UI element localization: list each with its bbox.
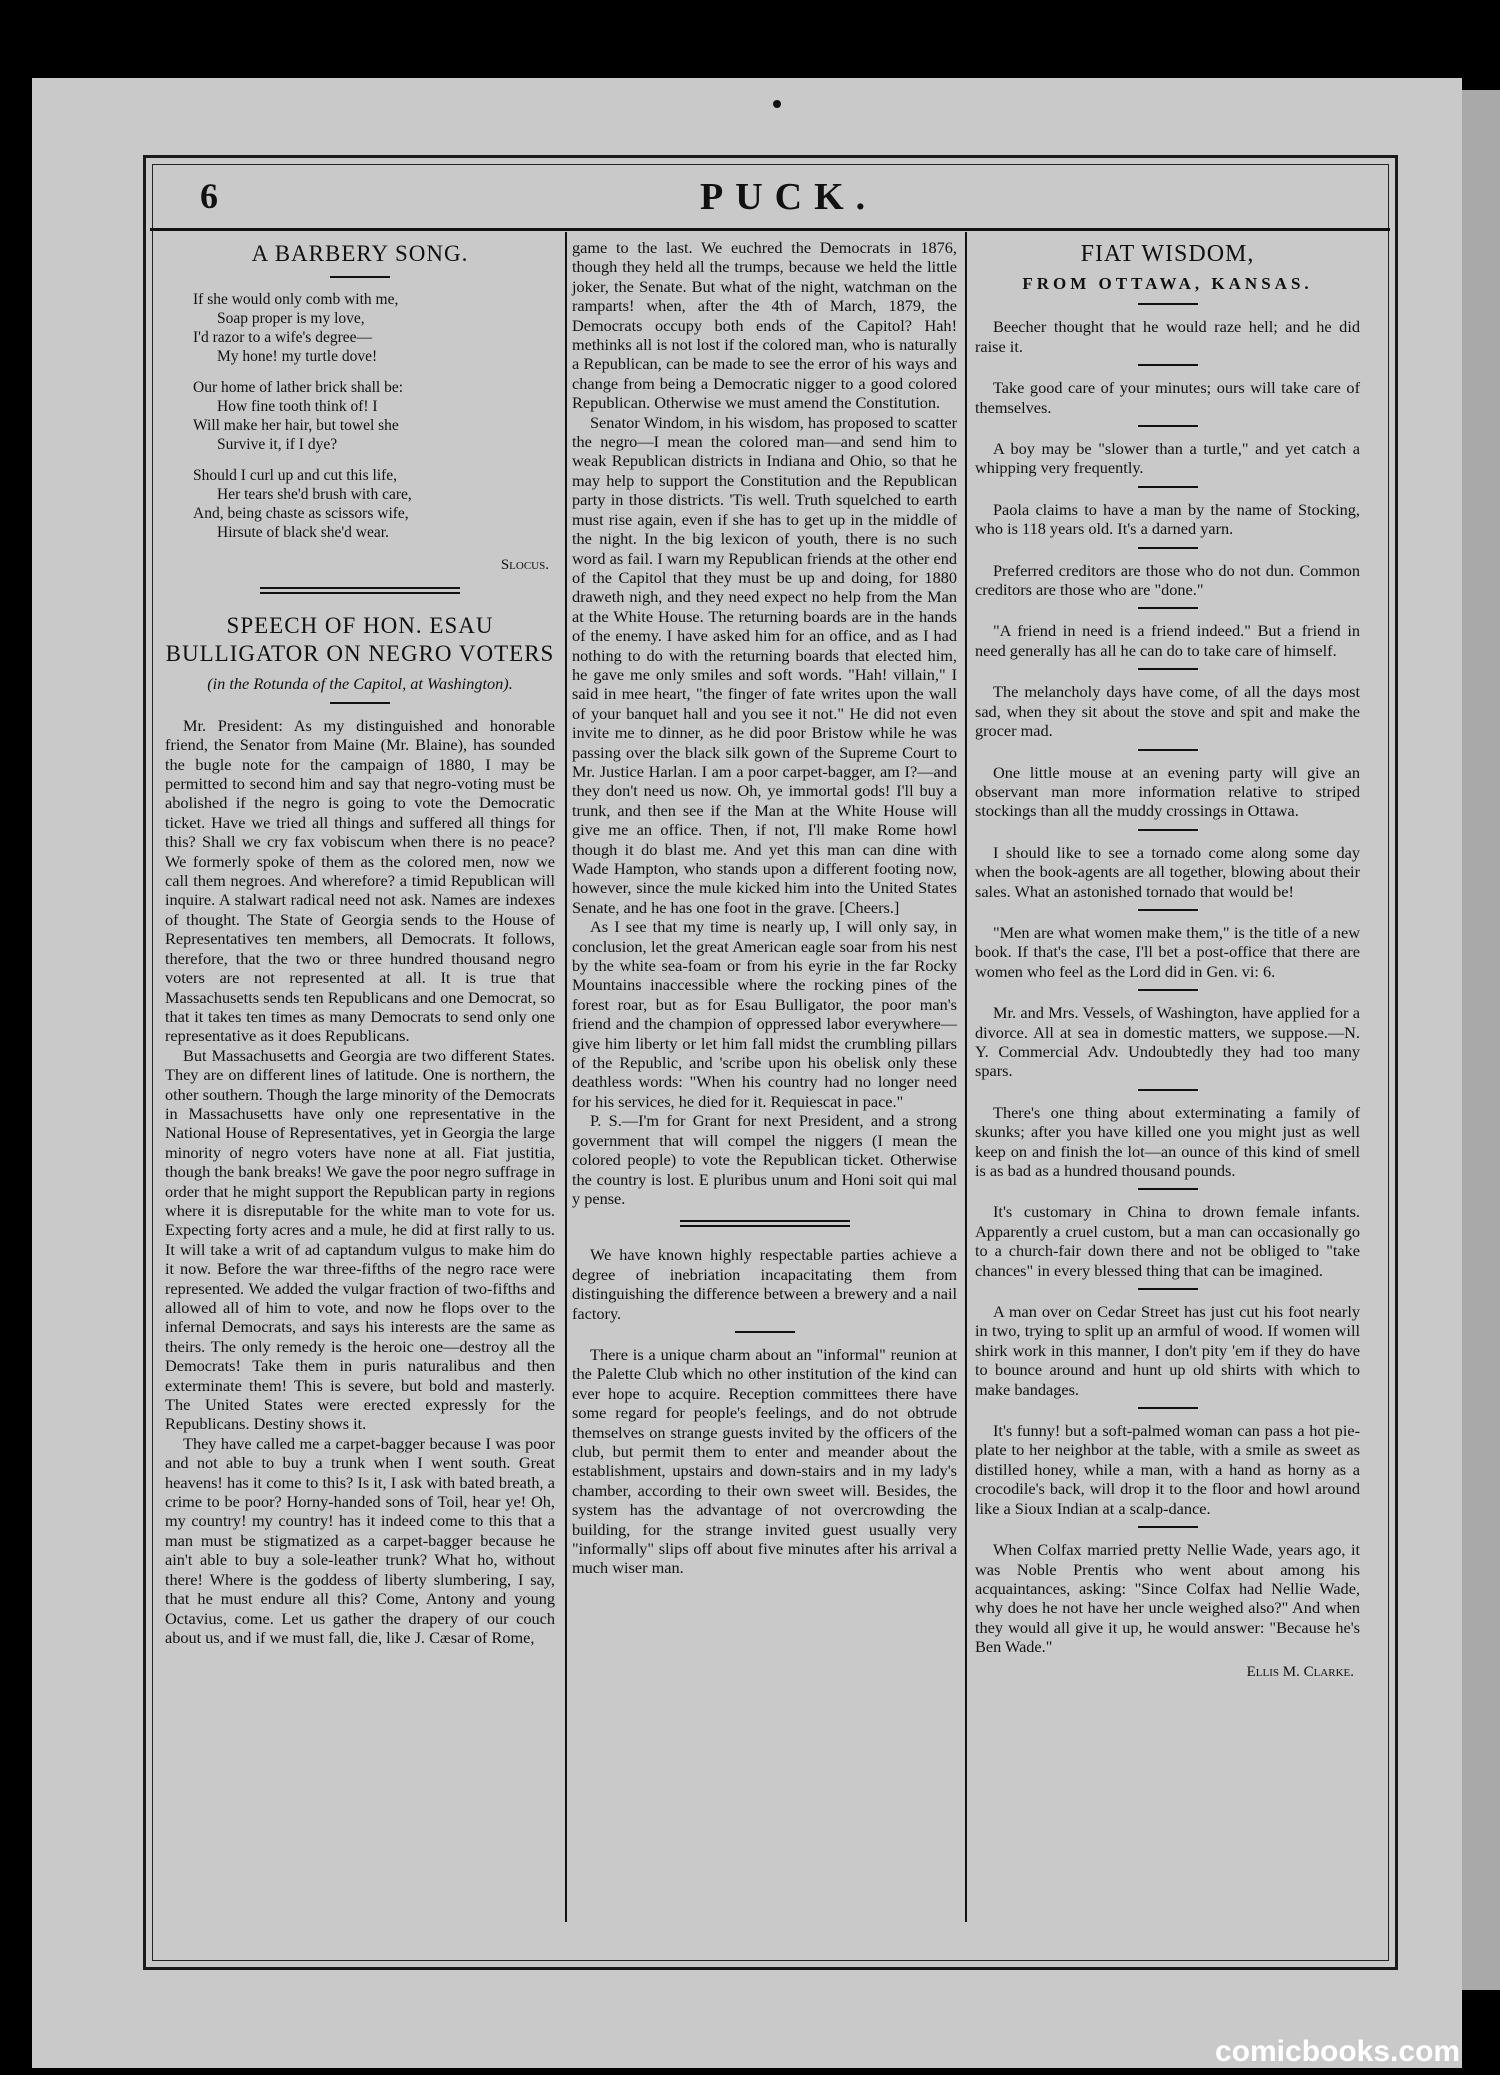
column-1 [165,238,555,1647]
masthead: PUCK. [700,176,878,218]
title-rule [1138,303,1198,305]
article-signature: Ellis M. Clarke. [1246,1663,1354,1680]
poem-line: Survive it, if I dye? [217,436,338,453]
column-2 [572,238,957,1578]
list-item: A boy may be "slower than a turtle," and yet catch a whipping very frequently. [975,439,1360,478]
item-rule [1138,364,1198,366]
item-rule [1138,1089,1198,1091]
fiat-subtitle: FROM OTTAWA, KANSAS. [1022,274,1313,293]
poem-signature: Slocus. [500,557,549,573]
paragraph: They have called me a carpet-bagger because I was poor and not able to buy a trunk when I went south. Great heavens! has it come to this? Is it, I ask with bated breath, a crime to be poor? Horny-handed sons of Toil, hear ye! Oh, my country! my country! has it indeed come to this that a man must be stigmatized as a carpet-bagger because he ain't able to buy a sole-leather trunk? What ho, without there! Where is the goddess of liberty slumbering, I say, that he must endure all this? Come, Antony and young Octavius, come. Let us gather the drapery of our couch about us, and if we must fall, die, like J. Cæsar of Rome, [165,1433,555,1647]
item-rule [1138,989,1198,991]
poem-line: Hirsute of black she'd wear. [217,524,389,541]
watermark: comicbooks.com [1215,2035,1461,2068]
item-rule [1138,425,1198,427]
speech-place: (in the Rotunda of the Capitol, at Washington). [207,674,513,694]
item-rule [1138,486,1198,488]
poem-line: Will make her hair, but towel she [193,417,399,434]
poem-line: If she would only comb with me, [193,291,399,308]
item-rule [1138,668,1198,670]
speech-title: SPEECH OF HON. ESAU BULLIGATOR ON NEGRO VOTERS [165,613,555,667]
poem-line: And, being chaste as scissors wife, [193,505,409,522]
section-rule [680,1220,850,1227]
list-item: Mr. and Mrs. Vessels, of Washington, have applied for a divorce. All at sea in domestic matters, we suppose.—N. Y. Commercial Adv. Undoubtedly they had too many spars. [975,1003,1360,1081]
list-item: The melancholy days have come, of all the days most sad, when they sit about the stove and spit and make the grocer mad. [975,682,1360,741]
poem-line: I'd razor to a wife's degree— [193,329,373,346]
list-item: One little mouse at an evening party will give an observant man more information relative to striped stockings than all the muddy crossings in Ottawa. [975,762,1360,821]
list-item: "A friend in need is a friend indeed." But a friend in need generally has all he can do to take care of himself. [975,621,1360,660]
column-3 [975,238,1360,1688]
column-rule-2 [965,232,967,1922]
paragraph: We have known highly respectable parties achieve a degree of inebriation incapacitating them from distinguishing the difference between a brewery and a nail factory. [572,1245,957,1323]
paragraph: But Massachusetts and Georgia are two different States. They are on different lines of latitude. One is northern, the other southern. Though the large minority of the Democrats in Massachusetts have only one representative in the National House of Representatives, yet in Georgia the large minority of negro voters have none at all. Fiat justitia, though the bank breaks! We gave the poor negro suffrage in order that he might support the Republican party in regions where it is disreputable for the white man to vote for us. Expecting forty acres and a mule, he did at first rally to us. It will take a writ of ad captandum vulgus to make him do it now. Before the war three-fifths of the negro race were represented. We added the vulgar fraction of two-fifths and allowed all of him to vote, and now he flops over to the infernal Democrats, and says his interests are the same as theirs. The only remedy is the heroic one—destroy all the Democrats! Take them in puris naturalibus and then exterminate them! This is severe, but bold and masterly. The United States were erected expressly for the Republicans. Destiny shows it. [165,1045,555,1434]
paragraph: There is a unique charm about an "informal" reunion at the Palette Club which no other institution of the kind can ever hope to acquire. Reception committees there have some regard for people's feelings, and do not obtrude themselves on strange guests invited by the officers of the club, but permit them to enter and meander about the establishment, upstairs and down-stairs and in my lady's chamber, according to their own sweet will. Besides, the system has the advantage of not overcrowding the building, for the strange invited guest usually very "informally" slips off about five minutes after his arrival a much wiser man. [572,1344,957,1578]
page-number: 6 [200,176,218,216]
item-rule [1138,909,1198,911]
list-item: When Colfax married pretty Nellie Wade, years ago, it was Noble Prentis who went about among his acquaintances, asking: "Since Colfax had Nellie Wade, why does he not have her uncle weighed also?" And when they would all give it up, he would answer: "Because he's Ben Wade." [975,1540,1360,1657]
fiat-title: FIAT WISDOM, [1080,241,1255,267]
list-item: Beecher thought that he would raze hell; and he did raise it. [975,317,1360,356]
paragraph: Mr. President: As my distinguished and honorable friend, the Senator from Maine (Mr. Blaine), has sounded the bugle note for the campaign of 1880, I may be permitted to second him and say that negro-voting must be abolished if the negro is going to vote the Democratic ticket. Have we tried all things and suffered all things for this? Shall we cry fax vobiscum when there is no peace? We formerly spoke of them as the colored men, now we call them negroes. And wherefore? a timid Republican will inquire. A stalwart radical need not ask. Names are indexes of thought. The State of Georgia sends to the House of Representatives ten members, all Democrats. It follows, therefore, that the two or three hundred thousand negro voters are not represented at all. It is true that Massachusetts sends ten Republicans and one Democrat, so that it takes ten times as many Democrats to send only one representative as it does Republicans. [165,715,555,1046]
item-rule [1138,1188,1198,1190]
item-rule [1138,547,1198,549]
list-item: I should like to see a tornado come along some day when the book-agents are all together, blowing about their sales. What an astonished tornado that would be! [975,842,1360,901]
poem-line: Soap proper is my love, [217,310,365,327]
song-title: A BARBERY SONG. [251,241,469,266]
paragraph: game to the last. We euchred the Democrats in 1876, though they held all the trumps, because we held the little joker, the Senate. But what of the night, watchman on the ramparts! when, after the 4th of March, 1879, the Democrats occupy both ends of the Capitol? Hah! methinks all is not lost if the colored man, who is naturally a Republican, can be made to see the error of his ways and change from being a Democratic nigger to a good colored Republican. Otherwise we must amend the Constitution. [572,238,957,413]
item-rule [1138,829,1198,831]
poem-line: Our home of lather brick shall be: [193,379,404,396]
poem-line: Her tears she'd brush with care, [217,486,412,503]
ink-spot [773,100,781,108]
poem [165,290,555,542]
poem-line: My hone! my turtle dove! [217,348,378,365]
list-item: "Men are what women make them," is the title of a new book. If that's the case, I'll bet a post-office that there are women who feel as the Lord did in Gen. vi: 6. [975,922,1360,981]
item-rule [1138,1526,1198,1528]
paragraph: Senator Windom, in his wisdom, has proposed to scatter the negro—I mean the colored man—and send him to weak Republican districts in Indiana and Ohio, so that he may help to support the Constitution and the Republican party in those districts. 'Tis well. Truth squelched to earth must rise again, even if she has to get up in the middle of the night. In the big lexicon of youth, there is no such word as fail. I warn my Republican friends at the other end of the Capitol that they must be up and doing, for 1880 draweth nigh, and they need expect no help from the Man at the White House. The returning boards are in the hands of the enemy. I have asked him for an office, and as I had nothing to do with the returning boards that elected him, he gave me only smiles and soft words. "Hah! villain," I said in mee heart, "the finger of fate writes upon the wall of your banquet hall and you see it not." He did not even invite me to dinner, as he did poor Bristow while he was passing over the black silk gown of the Supreme Court to Mr. Justice Harlan. I am a poor carpet-bagger, am I?—and they don't need us now. Oh, ye immortal gods! I'll buy a trunk, and then see if the Man at the White House will give me an office. Then, if not, I'll make Rome howl though it do blast me. And yet this man can dine with Wade Hampton, who stands upon a different footing now, however, since the mule kicked him into the United States Senate, and he has one foot in the grave. [Cheers.] [572,412,957,917]
column-rule-1 [565,232,567,1922]
item-rule [1138,1288,1198,1290]
list-item: It's funny! but a soft-palmed woman can pass a hot pie-plate to her neighbor at the table, with a smile as sweet as distilled honey, while a man, with a hand as horny as a crocodile's back, will drop it to the floor and howl around like a Sioux Indian at a scalp-dance. [975,1421,1360,1518]
header-rule [150,228,1390,231]
section-rule [260,587,460,594]
list-item: Take good care of your minutes; ours will take care of themselves. [975,378,1360,417]
speech-rule [330,702,390,704]
title-rule [330,276,390,278]
poem-line: How fine tooth think of! I [217,398,378,415]
paragraph: P. S.—I'm for Grant for next President, and a strong government that will compel the niggers (I mean the colored people) to vote the Republican ticket. Otherwise the country is lost. E pluribus unum and Honi soit qui mal y pense. [572,1111,957,1208]
list-item: It's customary in China to drown female infants. Apparently a cruel custom, but a man can occasionally go to a church-fair down there and not be obliged to "take chances" in every blessed thing that can be imagined. [975,1202,1360,1280]
poem-line: Should I curl up and cut this life, [193,467,398,484]
paragraph: As I see that my time is nearly up, I will only say, in conclusion, let the great American eagle soar from his nest by the white sea-foam or from his eyrie in the far Rocky Mountains inaccessible where the rocking pines of the forest roar, but as for Esau Bulligator, the poor man's friend and the champion of oppressed labor everywhere—give him liberty or let him fall midst the crumbling pillars of the Republic, and 'scribe upon his obelisk only these deathless words: "When his country had no longer need for his services, he died for it. Requiescat in pace." [572,917,957,1111]
item-rule [735,1331,795,1333]
list-item: There's one thing about exterminating a family of skunks; after you have killed one you might just as well keep on and finish the lot—an ounce of this kind of smell is as bad as a hundred thousand pounds. [975,1102,1360,1180]
item-rule [1138,749,1198,751]
item-rule [1138,1407,1198,1409]
item-rule [1138,607,1198,609]
facing-page-edge [1462,90,1500,1990]
list-item: Preferred creditors are those who do not dun. Common creditors are those who are "done." [975,560,1360,600]
items-list [975,317,1360,1656]
list-item: A man over on Cedar Street has just cut his foot nearly in two, trying to split up an armful of wood. If women will shirk work in this manner, I don't pity 'em if they do have to bounce around and hunt up old shirts with which to make bandages. [975,1302,1360,1399]
list-item: Paola claims to have a man by the name of Stocking, who is 118 years old. It's a darned yarn. [975,499,1360,539]
